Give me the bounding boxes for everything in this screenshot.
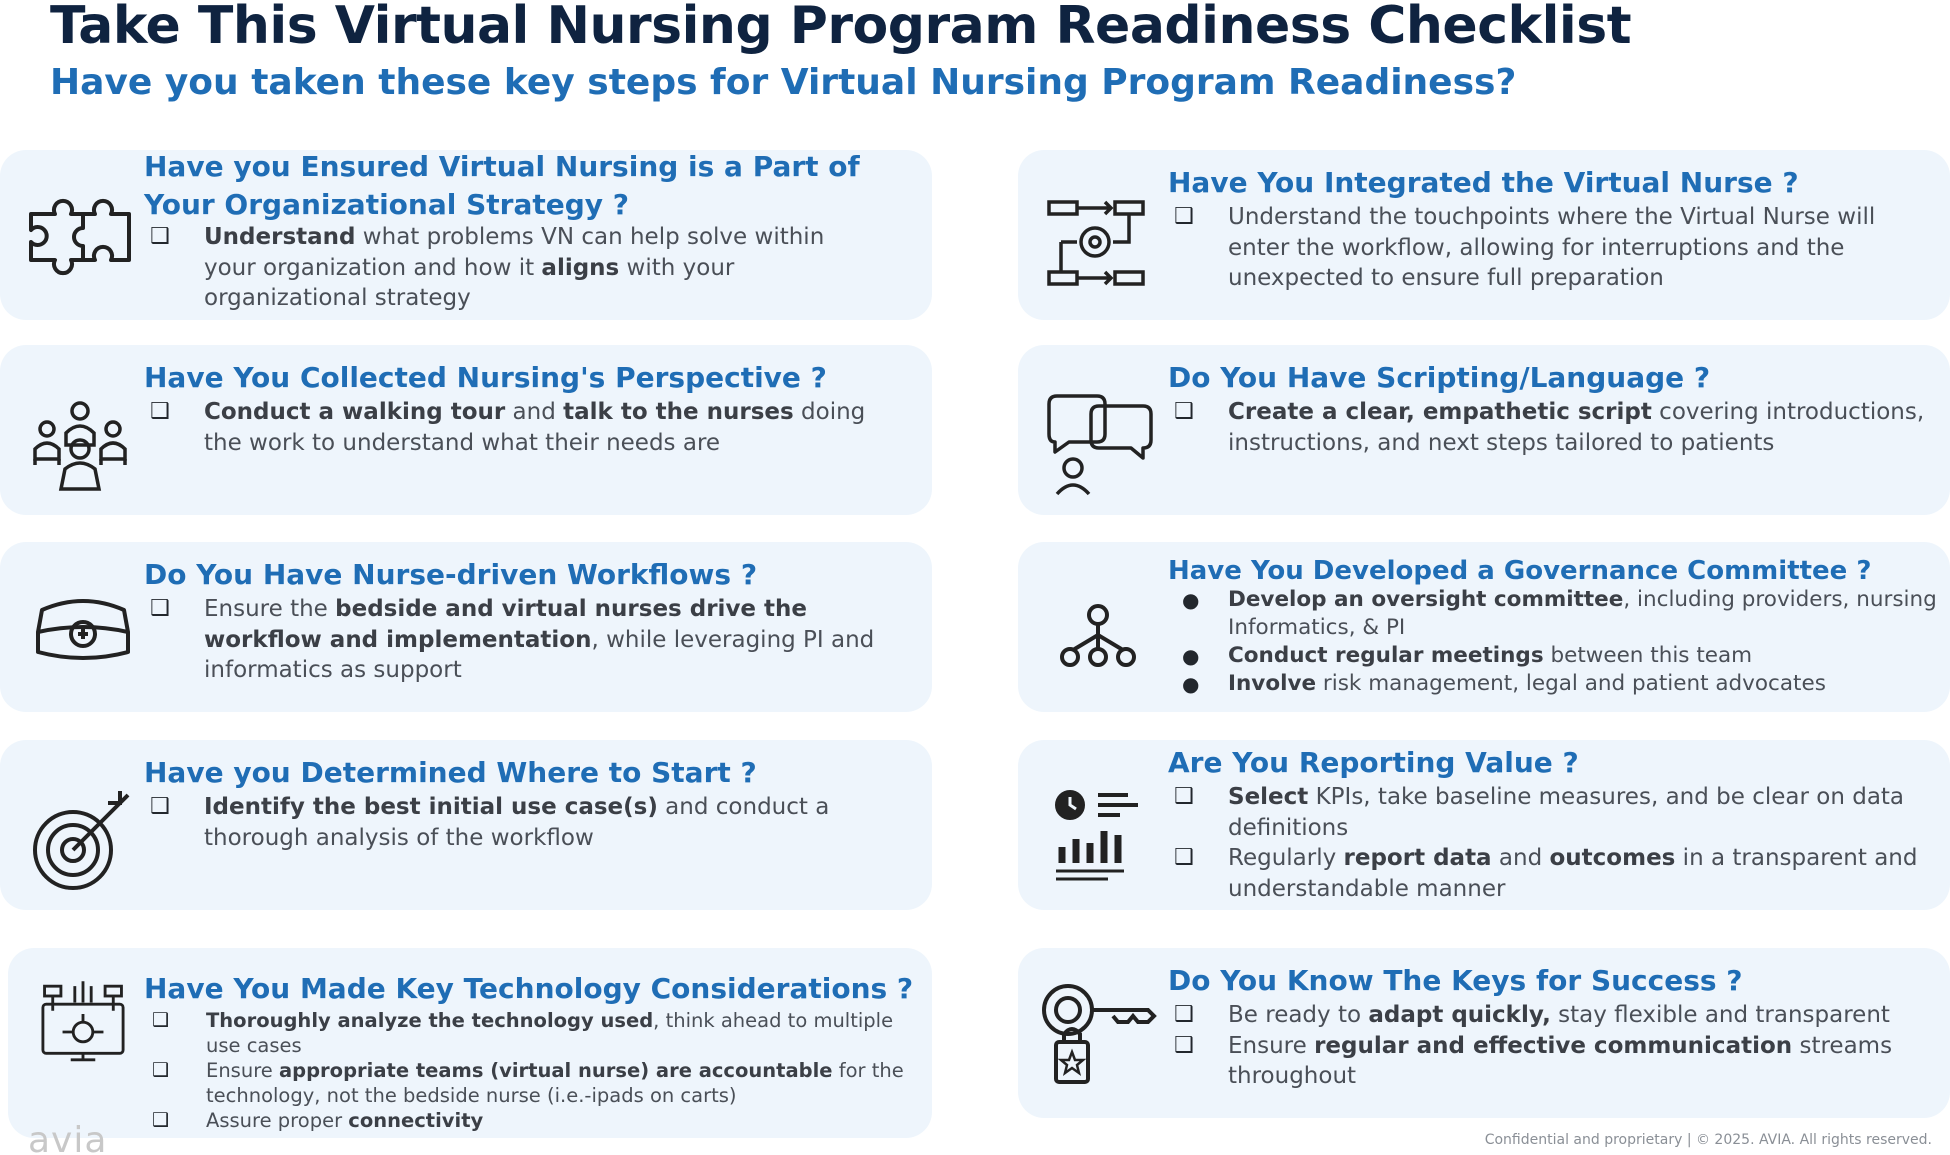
- list-item: ❑ Ensure appropriate teams (virtual nurse) are accountable for the technology, not the bedside nurse (i.e.-ipads on carts): [152, 1059, 904, 1107]
- card-list: [1174, 397, 1950, 458]
- card-heading: Have You Collected Nursing's Perspective ?: [144, 361, 827, 394]
- card-list: [150, 594, 880, 686]
- card-list: [1174, 586, 1944, 698]
- card-workflows: [0, 542, 932, 712]
- card-list: [1174, 1000, 1934, 1092]
- card-heading: Are You Reporting Value ?: [1168, 746, 1579, 779]
- card-list: [150, 222, 880, 314]
- technology-monitor-icon: [38, 978, 128, 1068]
- card-nursing-perspective: [0, 345, 932, 515]
- workflow-gear-icon: [1045, 192, 1155, 302]
- card-heading: Do You Know The Keys for Success ?: [1168, 964, 1743, 997]
- avia-logo: avia: [28, 1120, 108, 1155]
- card-heading: Have you Ensured Virtual Nursing is a Part of Your Organizational Strategy ?: [144, 150, 860, 221]
- list-item: ❑ Create a clear, empathetic script covering introductions, instructions, and next steps tailored to patients: [1174, 399, 1925, 456]
- card-heading: Have you Determined Where to Start ?: [144, 756, 757, 789]
- org-hierarchy-icon: [1058, 597, 1138, 677]
- list-item: ❑ Conduct a walking tour and talk to the nurses doing the work to understand what their needs are: [150, 399, 866, 456]
- card-heading: Do You Have Nurse-driven Workflows ?: [144, 558, 758, 591]
- list-item: ❑ Understand the touchpoints where the Virtual Nurse will enter the workflow, allowing for interruptions and the unexpected to ensure full preparation: [1174, 204, 1876, 291]
- target-icon: [28, 785, 138, 895]
- card-governance: [1018, 542, 1950, 712]
- card-heading: Do You Have Scripting/Language ?: [1168, 361, 1711, 394]
- list-item: ● Develop an oversight committee, including providers, nursing Informatics, & PI: [1182, 587, 1937, 640]
- list-item: ❑ Ensure regular and effective communication streams throughout: [1174, 1032, 1893, 1089]
- card-scripting: [1018, 345, 1950, 515]
- card-heading: Have You Developed a Governance Committee ?: [1168, 556, 1872, 586]
- reporting-chart-icon: [1048, 785, 1148, 885]
- card-list: [1174, 782, 1924, 904]
- list-item: ● Involve risk management, legal and patient advocates: [1182, 671, 1826, 696]
- list-item: ❑ Be ready to adapt quickly, stay flexible and transparent: [1174, 1002, 1890, 1028]
- card-integrated: [1018, 150, 1950, 320]
- list-item: ❑ Select KPIs, take baseline measures, and be clear on data definitions: [1174, 784, 1905, 841]
- puzzle-piece-icon: [25, 172, 135, 282]
- list-item: ● Conduct regular meetings between this team: [1182, 643, 1753, 668]
- chat-bubbles-icon: [1045, 390, 1155, 500]
- list-item: ❑ Assure proper connectivity: [152, 1109, 484, 1132]
- card-list: [152, 1008, 932, 1133]
- key-lock-icon: [1038, 978, 1158, 1088]
- card-heading: Have You Made Key Technology Considerations ?: [144, 972, 914, 1005]
- card-list: [150, 792, 880, 853]
- card-keys-success: [1018, 948, 1950, 1118]
- card-strategy: [0, 150, 932, 320]
- card-technology: [8, 948, 932, 1138]
- card-reporting-value: [1018, 740, 1950, 910]
- page-title: Take This Virtual Nursing Program Readiness Checklist: [50, 0, 1632, 56]
- card-list: [150, 397, 880, 458]
- nurse-team-icon: [25, 393, 135, 503]
- list-item: ❑ Ensure the bedside and virtual nurses drive the workflow and implementation, while leveraging PI and informatics as support: [150, 596, 875, 683]
- page-subtitle: Have you taken these key steps for Virtual Nursing Program Readiness?: [50, 62, 1517, 103]
- card-list: [1174, 202, 1934, 294]
- list-item: ❑ Identify the best initial use case(s) and conduct a thorough analysis of the workflow: [150, 794, 830, 851]
- list-item: ❑ Regularly report data and outcomes in a transparent and understandable manner: [1174, 845, 1918, 902]
- list-item: ❑ Thoroughly analyze the technology used, think ahead to multiple use cases: [152, 1009, 894, 1057]
- card-heading: Have You Integrated the Virtual Nurse ?: [1168, 166, 1799, 199]
- footer-copyright: Confidential and proprietary | © 2025. AVIA. All rights reserved.: [1484, 1132, 1932, 1148]
- nurse-cap-icon: [28, 572, 138, 682]
- list-item: ❑ Understand what problems VN can help solve within your organization and how it aligns with your organizational strategy: [150, 224, 825, 311]
- card-where-to-start: [0, 740, 932, 910]
